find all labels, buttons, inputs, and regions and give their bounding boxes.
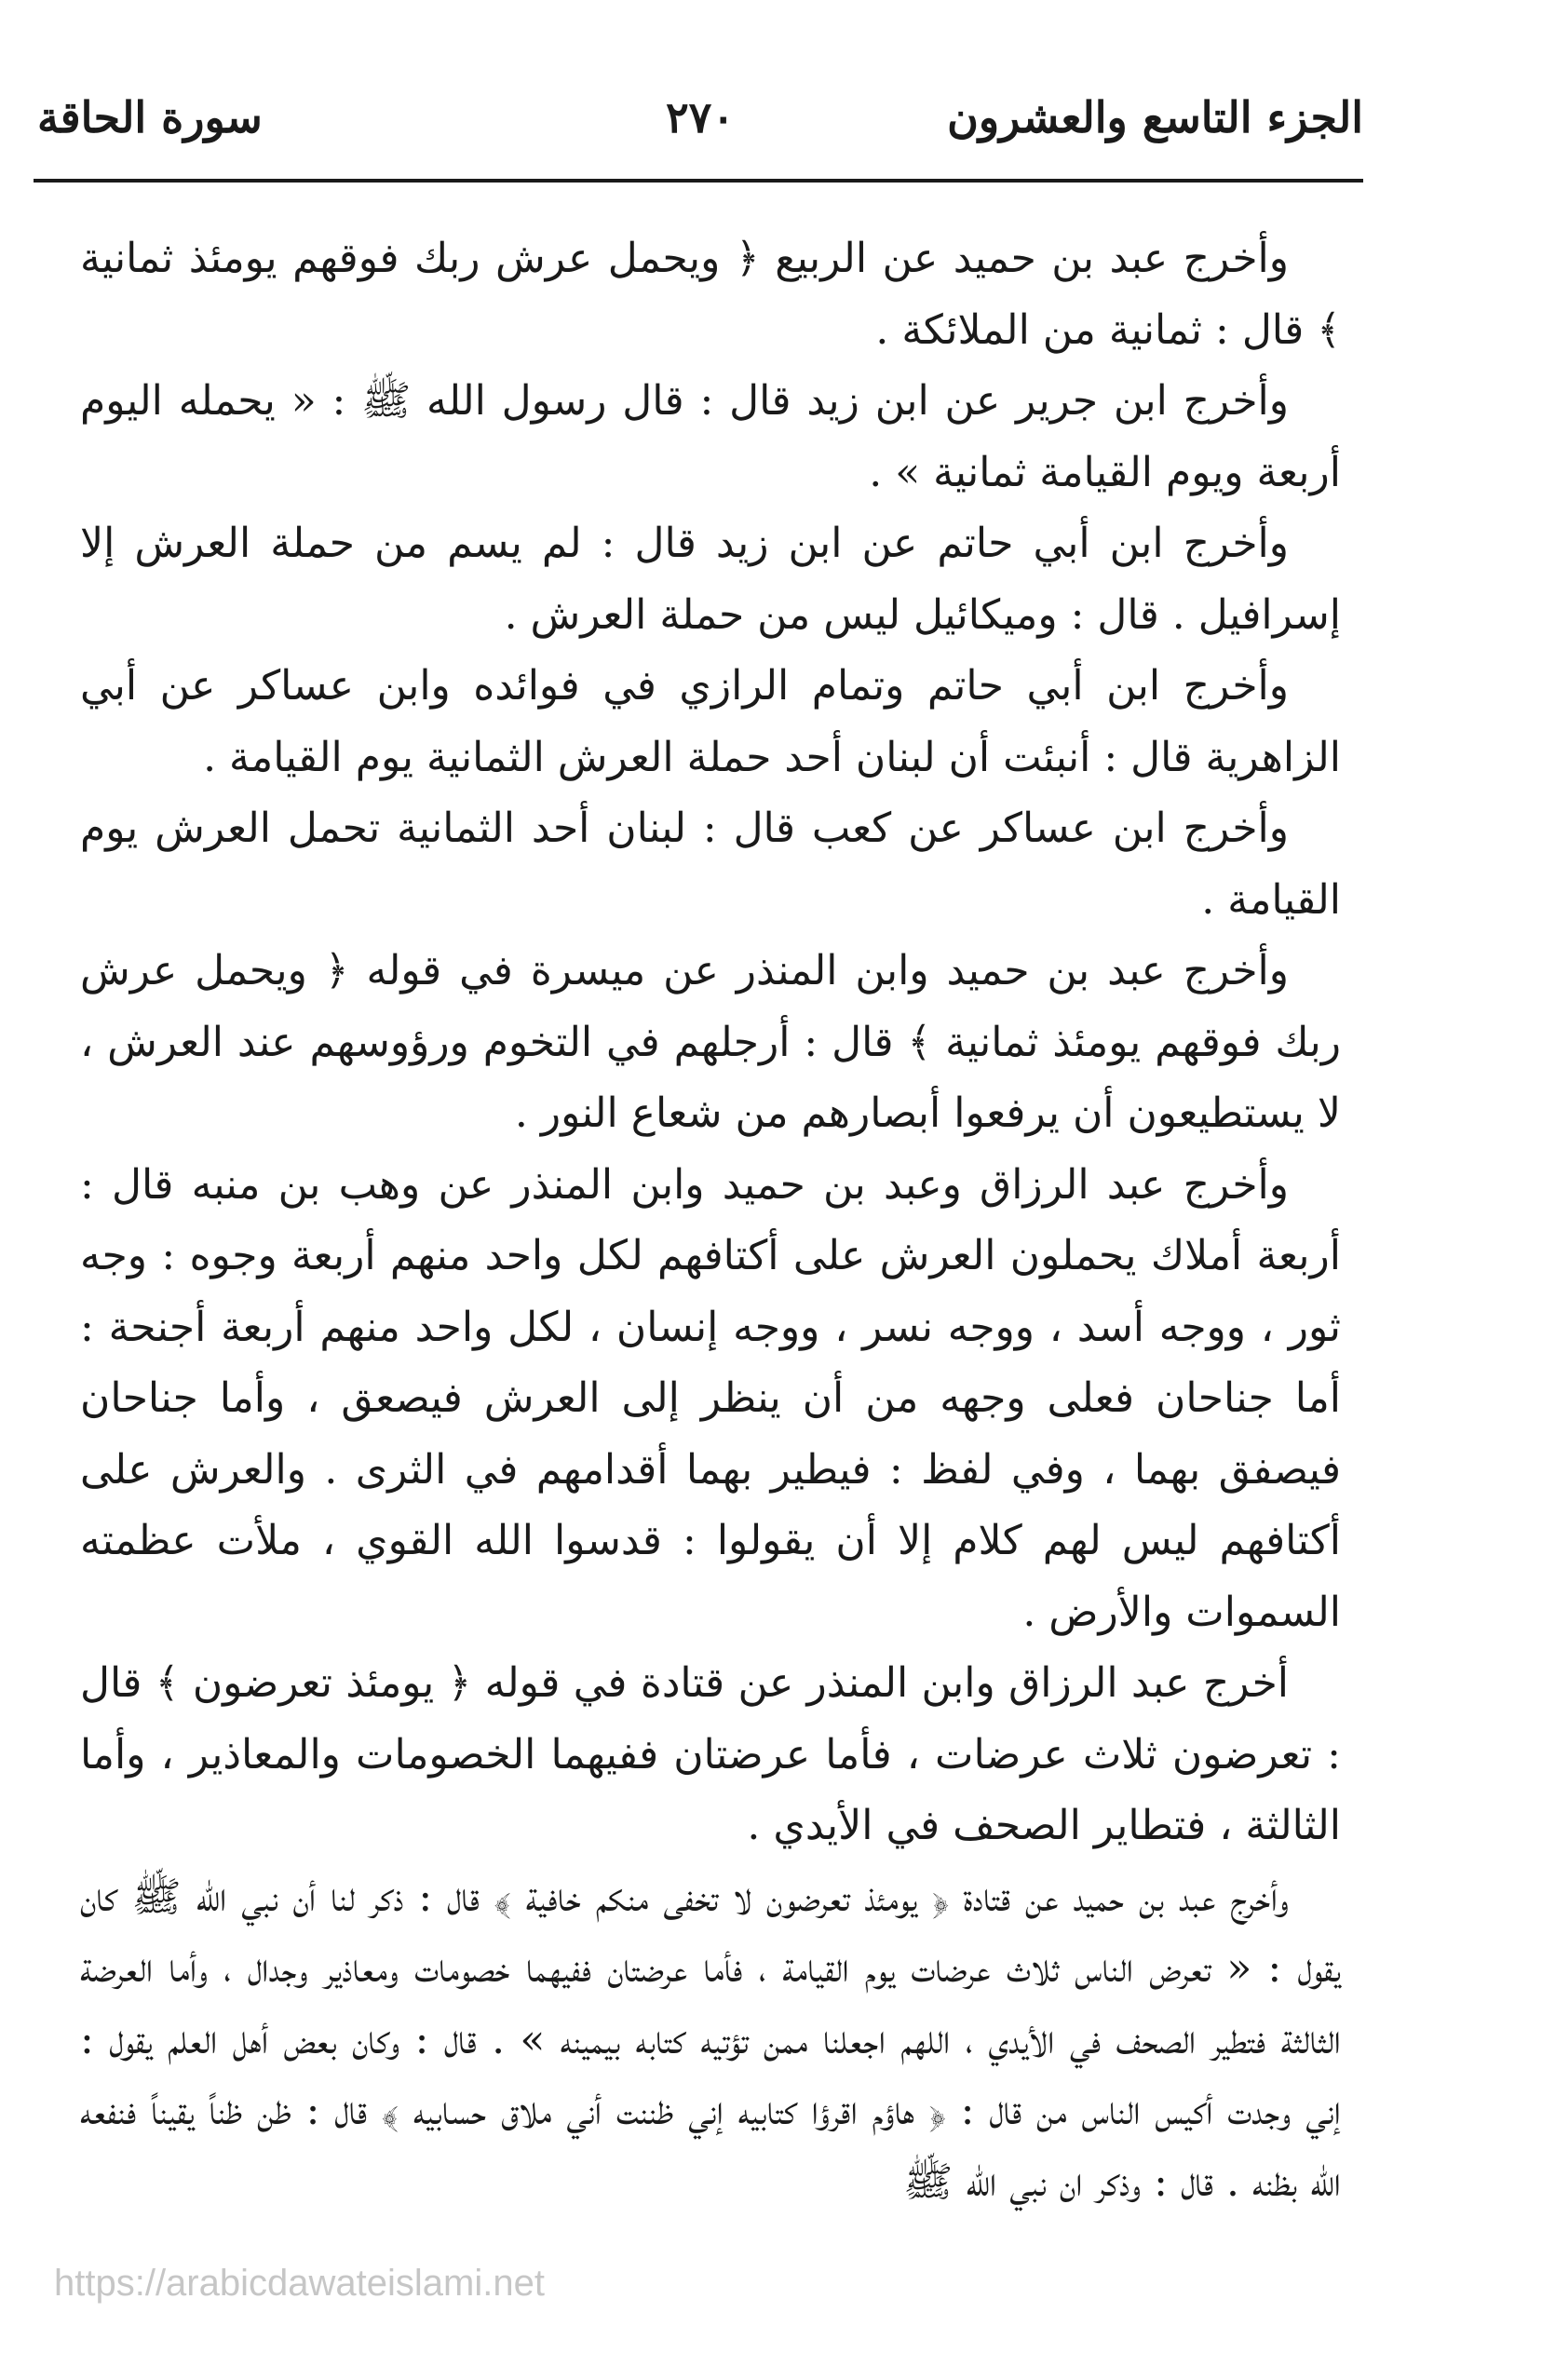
paragraph: وأخرج عبد بن حميد عن الربيع ﴿ ويحمل عرش ربك فوقهم يومئذ ثمانية ﴾ قال : ثمانية من الملائكة . — [80, 235, 1341, 354]
paragraph: وأخرج ابن أبي حاتم عن ابن زيد قال : لم يسم من حملة العرش إلا إسرافيل . قال : وميكائيل ليس من حملة العرش . — [80, 520, 1341, 639]
paragraph: وأخرج عبد بن حميد عن قتادة ﴿ يومئذ تعرضون لا تخفى منكم خافية ﴾ قال : ذكر لنا أن نبي الله ﷺ كان يقول : « تعرض الناس ثلاث عرضات يوم القيامة ، فأما عرضتان ففيهما خصومات ومعاذير وجدال ، وأما العرضة الثالثة فتطير الصحف في الأيدي ، اللهم اجعلنا ممن تؤتيه كتابه بيمينه » . قال : وكان بعض أهل العلم يقول : إني وجدت أكيس الناس من قال : ﴿ هاؤم اقرؤا كتابيه إني ظننت أني ملاق حسابيه ﴾ قال : ظن ظناً يقيناً فنفعه الله بظنه . قال : وذكر ان نبي الله ﷺ — [80, 1873, 1341, 2206]
paragraph: وأخرج عبد الرزاق وعبد بن حميد وابن المنذر عن وهب بن منبه قال : أربعة أملاك يحملون العرش على أكتافهم لكل واحد منهم أربعة وجوه : وجه ثور ، ووجه أسد ، ووجه نسر ، ووجه إنسان ، لكل واحد منهم أربعة أجنحة : أما جناحان فعلى وجهه من أن ينظر إلى العرش فيصعق ، وأما جناحان فيصفق بهما ، وفي لفظ : فيطير بهما أقدامهم في الثرى . والعرش على أكتافهم ليس لهم كلام إلا أن يقولوا : قدسوا الله القوي ، ملأت عظمته السموات والأرض . — [80, 1160, 1341, 1636]
paragraph: أخرج عبد الرزاق وابن المنذر عن قتادة في قوله ﴿ يومئذ تعرضون ﴾ قال : تعرضون ثلاث عرضات ، فأما عرضتان ففيهما الخصومات والمعاذير ، وأما الثالثة ، فتطاير الصحف في الأيدي . — [80, 1659, 1341, 1849]
paragraph: وأخرج ابن جرير عن ابن زيد قال : قال رسول الله ﷺ : « يحمله اليوم أربعة ويوم القيامة ثمانية » . — [80, 377, 1341, 496]
paragraph: وأخرج عبد بن حميد وابن المنذر عن ميسرة في قوله ﴿ ويحمل عرش ربك فوقهم يومئذ ثمانية ﴾ قال : أرجلهم في التخوم ورؤوسهم عند العرش ، لا يستطيعون أن يرفعوا أبصارهم من شعاع النور . — [80, 947, 1341, 1137]
watermark-url: https://arabicdawateislami.net — [54, 2263, 545, 2304]
surah-title: سورة الحاقة — [37, 92, 263, 142]
header-divider — [34, 179, 1363, 183]
juz-title: الجزء التاسع والعشرون — [947, 92, 1363, 142]
paragraph: وأخرج ابن عساكر عن كعب قال : لبنان أحد الثمانية تحمل العرش يوم القيامة . — [80, 805, 1341, 924]
page-number: ٢٧٠ — [665, 92, 736, 142]
paragraph: وأخرج ابن أبي حاتم وتمام الرازي في فوائده وابن عساكر عن أبي الزاهرية قال : أنبئت أن لبنان أحد حملة العرش الثمانية يوم القيامة . — [80, 662, 1341, 781]
page-header — [37, 89, 1363, 183]
page-body — [80, 223, 1341, 2218]
